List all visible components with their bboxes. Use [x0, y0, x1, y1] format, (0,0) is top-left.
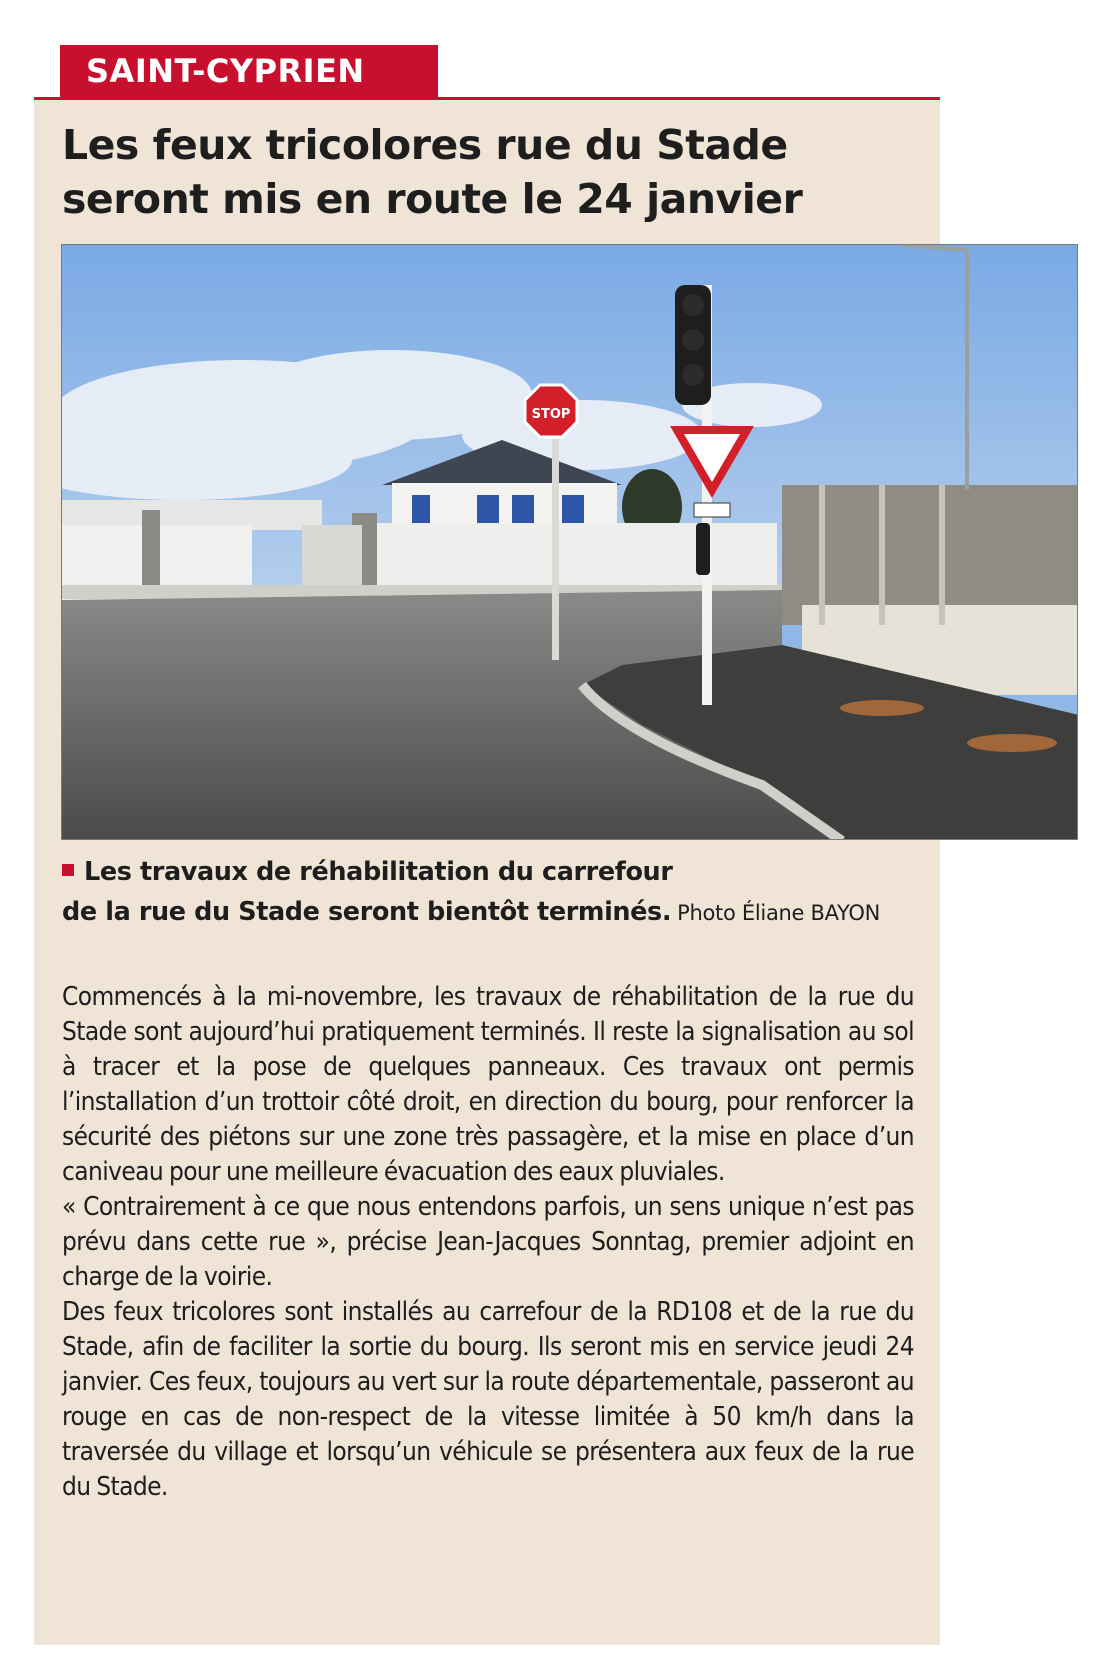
photo-caption: [62, 852, 922, 933]
stop-sign-pole: [552, 420, 559, 660]
section-rule: [34, 97, 940, 100]
traffic-light: [675, 285, 711, 405]
headline-line-2: seront mis en route le 24 janvier: [62, 175, 803, 223]
caption-line-1: Les travaux de réhabilitation du carrefour: [84, 857, 673, 887]
article-body: [62, 980, 914, 1505]
repeater-light: [696, 523, 710, 575]
ground-patch: [967, 734, 1057, 752]
headline-line-1: Les feux tricolores rue du Stade: [62, 121, 788, 169]
caption-bullet-icon: [62, 864, 74, 876]
intersection-photo-illustration: [62, 245, 1078, 840]
headline: [62, 118, 922, 226]
distance-plate: [694, 503, 730, 517]
stop-sign-text: STOP: [531, 407, 571, 422]
paragraph-1: Commencés à la mi-novembre, les travaux de réhabilitation de la rue du Stade sont aujourd’hui pratiquement terminés. Il reste la signalisation au sol à tracer et la pose de quelques panneaux. Ces travaux ont permis l’installation d’un trottoir côté droit, en direction du bourg, pour renforcer la sécurité des piétons sur une zone très passagère, et la mise en place d’un caniveau pour une meilleure évacuation des eaux pluviales.: [62, 982, 914, 1187]
paragraph-2: « Contrairement à ce que nous entendons parfois, un sens unique n’est pas prévu dans cette rue », précise Jean-Jacques Sonntag, premier adjoint en charge de la voirie.: [62, 1192, 914, 1292]
section-tag: SAINT-CYPRIEN: [60, 45, 438, 97]
ground-patch: [840, 700, 924, 716]
article-photo: [61, 244, 1078, 840]
caption-line-2: de la rue du Stade seront bientôt terminés.: [62, 897, 672, 927]
paragraph-3: Des feux tricolores sont installés au carrefour de la RD108 et de la rue du Stade, afin de faciliter la sortie du bourg. Ils seront mis en service jeudi 24 janvier. Ces feux, toujours au vert sur la route départementale, passeront au rouge en cas de non-respect de la vitesse limitée à 50 km/h dans la traversée du village et lorsqu’un véhicule se présentera aux feux de la rue du Stade.: [62, 1297, 914, 1502]
photo-credit: Photo Éliane BAYON: [677, 901, 881, 925]
